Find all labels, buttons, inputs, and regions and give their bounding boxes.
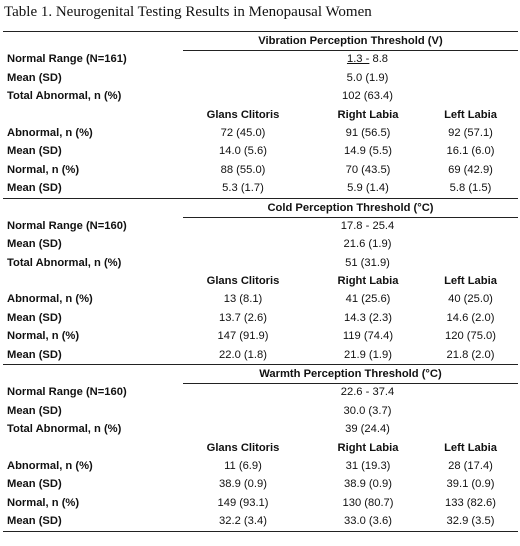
column-header: Right Labia bbox=[337, 275, 399, 288]
table-cell: 32.2 (3.4) bbox=[219, 515, 267, 528]
row-label: Abnormal, n (%) bbox=[7, 459, 93, 472]
column-header-row bbox=[3, 106, 518, 124]
column-header: Glans Clitoris bbox=[206, 441, 280, 454]
table-row bbox=[3, 420, 518, 438]
column-header: Glans Clitoris bbox=[206, 108, 280, 121]
row-label: Normal, n (%) bbox=[7, 496, 80, 509]
mean-value: 21.6 (1.9) bbox=[343, 238, 392, 251]
table-cell: 13 (8.1) bbox=[223, 293, 263, 306]
table-row bbox=[3, 383, 518, 401]
table-cell: 70 (43.5) bbox=[345, 163, 391, 176]
column-header-row bbox=[3, 272, 518, 290]
table-cell: 32.9 (3.5) bbox=[446, 515, 495, 528]
row-label: Mean (SD) bbox=[7, 238, 62, 251]
table-row bbox=[3, 161, 518, 179]
range-value-end: 8.8 bbox=[369, 53, 389, 66]
table-row bbox=[3, 124, 518, 142]
total-value: 51 (31.9) bbox=[345, 256, 390, 269]
row-label: Mean (SD) bbox=[7, 71, 62, 84]
row-label: Total Abnormal, n (%) bbox=[7, 90, 122, 103]
table-cell: 22.0 (1.8) bbox=[219, 348, 267, 361]
column-header: Left Labia bbox=[444, 275, 497, 288]
row-label: Abnormal, n (%) bbox=[7, 293, 93, 306]
range-value bbox=[255, 53, 480, 65]
table-cell: 147 (91.9) bbox=[217, 330, 269, 343]
table-cell: 5.9 (1.4) bbox=[347, 182, 389, 195]
row-label: Normal Range (N=161) bbox=[7, 53, 127, 66]
table-cell: 133 (82.6) bbox=[445, 496, 496, 509]
table-cell: 33.0 (3.6) bbox=[344, 515, 392, 528]
table-cell: 120 (75.0) bbox=[445, 330, 496, 343]
mean-value: 5.0 (1.9) bbox=[346, 71, 389, 84]
section-header bbox=[3, 199, 518, 217]
row-label: Mean (SD) bbox=[7, 145, 62, 158]
table-cell: 21.9 (1.9) bbox=[344, 348, 392, 361]
table-cell: 5.8 (1.5) bbox=[449, 182, 492, 195]
table-cell: 14.9 (5.5) bbox=[344, 145, 392, 158]
table-row bbox=[3, 346, 518, 365]
table-cell: 88 (55.0) bbox=[220, 163, 266, 176]
table-cell: 40 (25.0) bbox=[448, 293, 493, 306]
table-row bbox=[3, 402, 518, 420]
section-title: Warmth Perception Threshold (°C) bbox=[259, 368, 442, 381]
table-row bbox=[3, 457, 518, 475]
table-cell: 14.3 (2.3) bbox=[344, 311, 392, 324]
results-table bbox=[3, 31, 518, 532]
column-header: Right Labia bbox=[337, 441, 399, 454]
table-cell: 41 (25.6) bbox=[345, 293, 391, 306]
table-cell: 16.1 (6.0) bbox=[446, 145, 495, 158]
row-label: Normal, n (%) bbox=[7, 163, 80, 176]
column-header: Right Labia bbox=[337, 108, 399, 121]
table-cell: 91 (56.5) bbox=[345, 126, 391, 139]
table-row bbox=[3, 50, 518, 68]
table-row bbox=[3, 494, 518, 512]
row-label: Normal Range (N=160) bbox=[7, 219, 127, 232]
table-cell: 28 (17.4) bbox=[448, 459, 493, 472]
column-header: Left Labia bbox=[444, 108, 497, 121]
table-row bbox=[3, 87, 518, 105]
mean-value: 30.0 (3.7) bbox=[343, 404, 392, 417]
table-row bbox=[3, 475, 518, 493]
table-row bbox=[3, 327, 518, 345]
range-value-start: 22.6 - 37.4 bbox=[340, 386, 395, 399]
row-label: Abnormal, n (%) bbox=[7, 126, 93, 139]
table-caption: Table 1. Neurogenital Testing Results in Menopausal Women bbox=[4, 4, 372, 20]
table-cell: 38.9 (0.9) bbox=[219, 478, 267, 491]
range-value-start: 1.3 - bbox=[346, 53, 370, 66]
section-header bbox=[3, 365, 518, 383]
table-cell: 14.6 (2.0) bbox=[446, 311, 495, 324]
row-label: Total Abnormal, n (%) bbox=[7, 423, 122, 436]
table-cell: 72 (45.0) bbox=[220, 126, 266, 139]
table-cell: 92 (57.1) bbox=[448, 126, 493, 139]
column-header-row bbox=[3, 439, 518, 457]
total-value: 39 (24.4) bbox=[345, 423, 390, 436]
row-label: Mean (SD) bbox=[7, 348, 62, 361]
row-label: Mean (SD) bbox=[7, 515, 62, 528]
table-cell: 69 (42.9) bbox=[448, 163, 493, 176]
table-row bbox=[3, 512, 518, 531]
row-label: Normal Range (N=160) bbox=[7, 386, 127, 399]
table-cell: 13.7 (2.6) bbox=[219, 311, 267, 324]
table-row bbox=[3, 309, 518, 327]
row-label: Normal, n (%) bbox=[7, 330, 80, 343]
table-row bbox=[3, 254, 518, 272]
table-cell: 149 (93.1) bbox=[217, 496, 269, 509]
row-label: Mean (SD) bbox=[7, 478, 62, 491]
table-cell: 130 (80.7) bbox=[342, 496, 394, 509]
table-row bbox=[3, 290, 518, 308]
range-value-start: 17.8 - 25.4 bbox=[340, 219, 395, 232]
range-value bbox=[255, 220, 480, 232]
table-cell: 38.9 (0.9) bbox=[344, 478, 392, 491]
row-label: Total Abnormal, n (%) bbox=[7, 256, 122, 269]
row-label: Mean (SD) bbox=[7, 404, 62, 417]
row-label: Mean (SD) bbox=[7, 182, 62, 195]
row-label: Mean (SD) bbox=[7, 311, 62, 324]
section-title: Cold Perception Threshold (°C) bbox=[267, 201, 434, 214]
table-cell: 11 (6.9) bbox=[224, 459, 262, 472]
column-header: Glans Clitoris bbox=[206, 275, 280, 288]
table-cell: 21.8 (2.0) bbox=[446, 348, 495, 361]
section-title: Vibration Perception Threshold (V) bbox=[258, 35, 443, 47]
table-cell: 119 (74.4) bbox=[342, 330, 394, 343]
table-row bbox=[3, 179, 518, 198]
table-cell: 5.3 (1.7) bbox=[222, 182, 264, 195]
table-row bbox=[3, 217, 518, 235]
column-header: Left Labia bbox=[444, 441, 497, 454]
section-header bbox=[3, 32, 518, 50]
total-value: 102 (63.4) bbox=[342, 90, 393, 103]
table-row bbox=[3, 235, 518, 253]
table-cell: 14.0 (5.6) bbox=[219, 145, 267, 158]
table-row bbox=[3, 142, 518, 160]
range-value bbox=[255, 386, 480, 398]
table-cell: 31 (19.3) bbox=[345, 459, 391, 472]
table-cell: 39.1 (0.9) bbox=[446, 478, 495, 491]
table-row bbox=[3, 69, 518, 87]
